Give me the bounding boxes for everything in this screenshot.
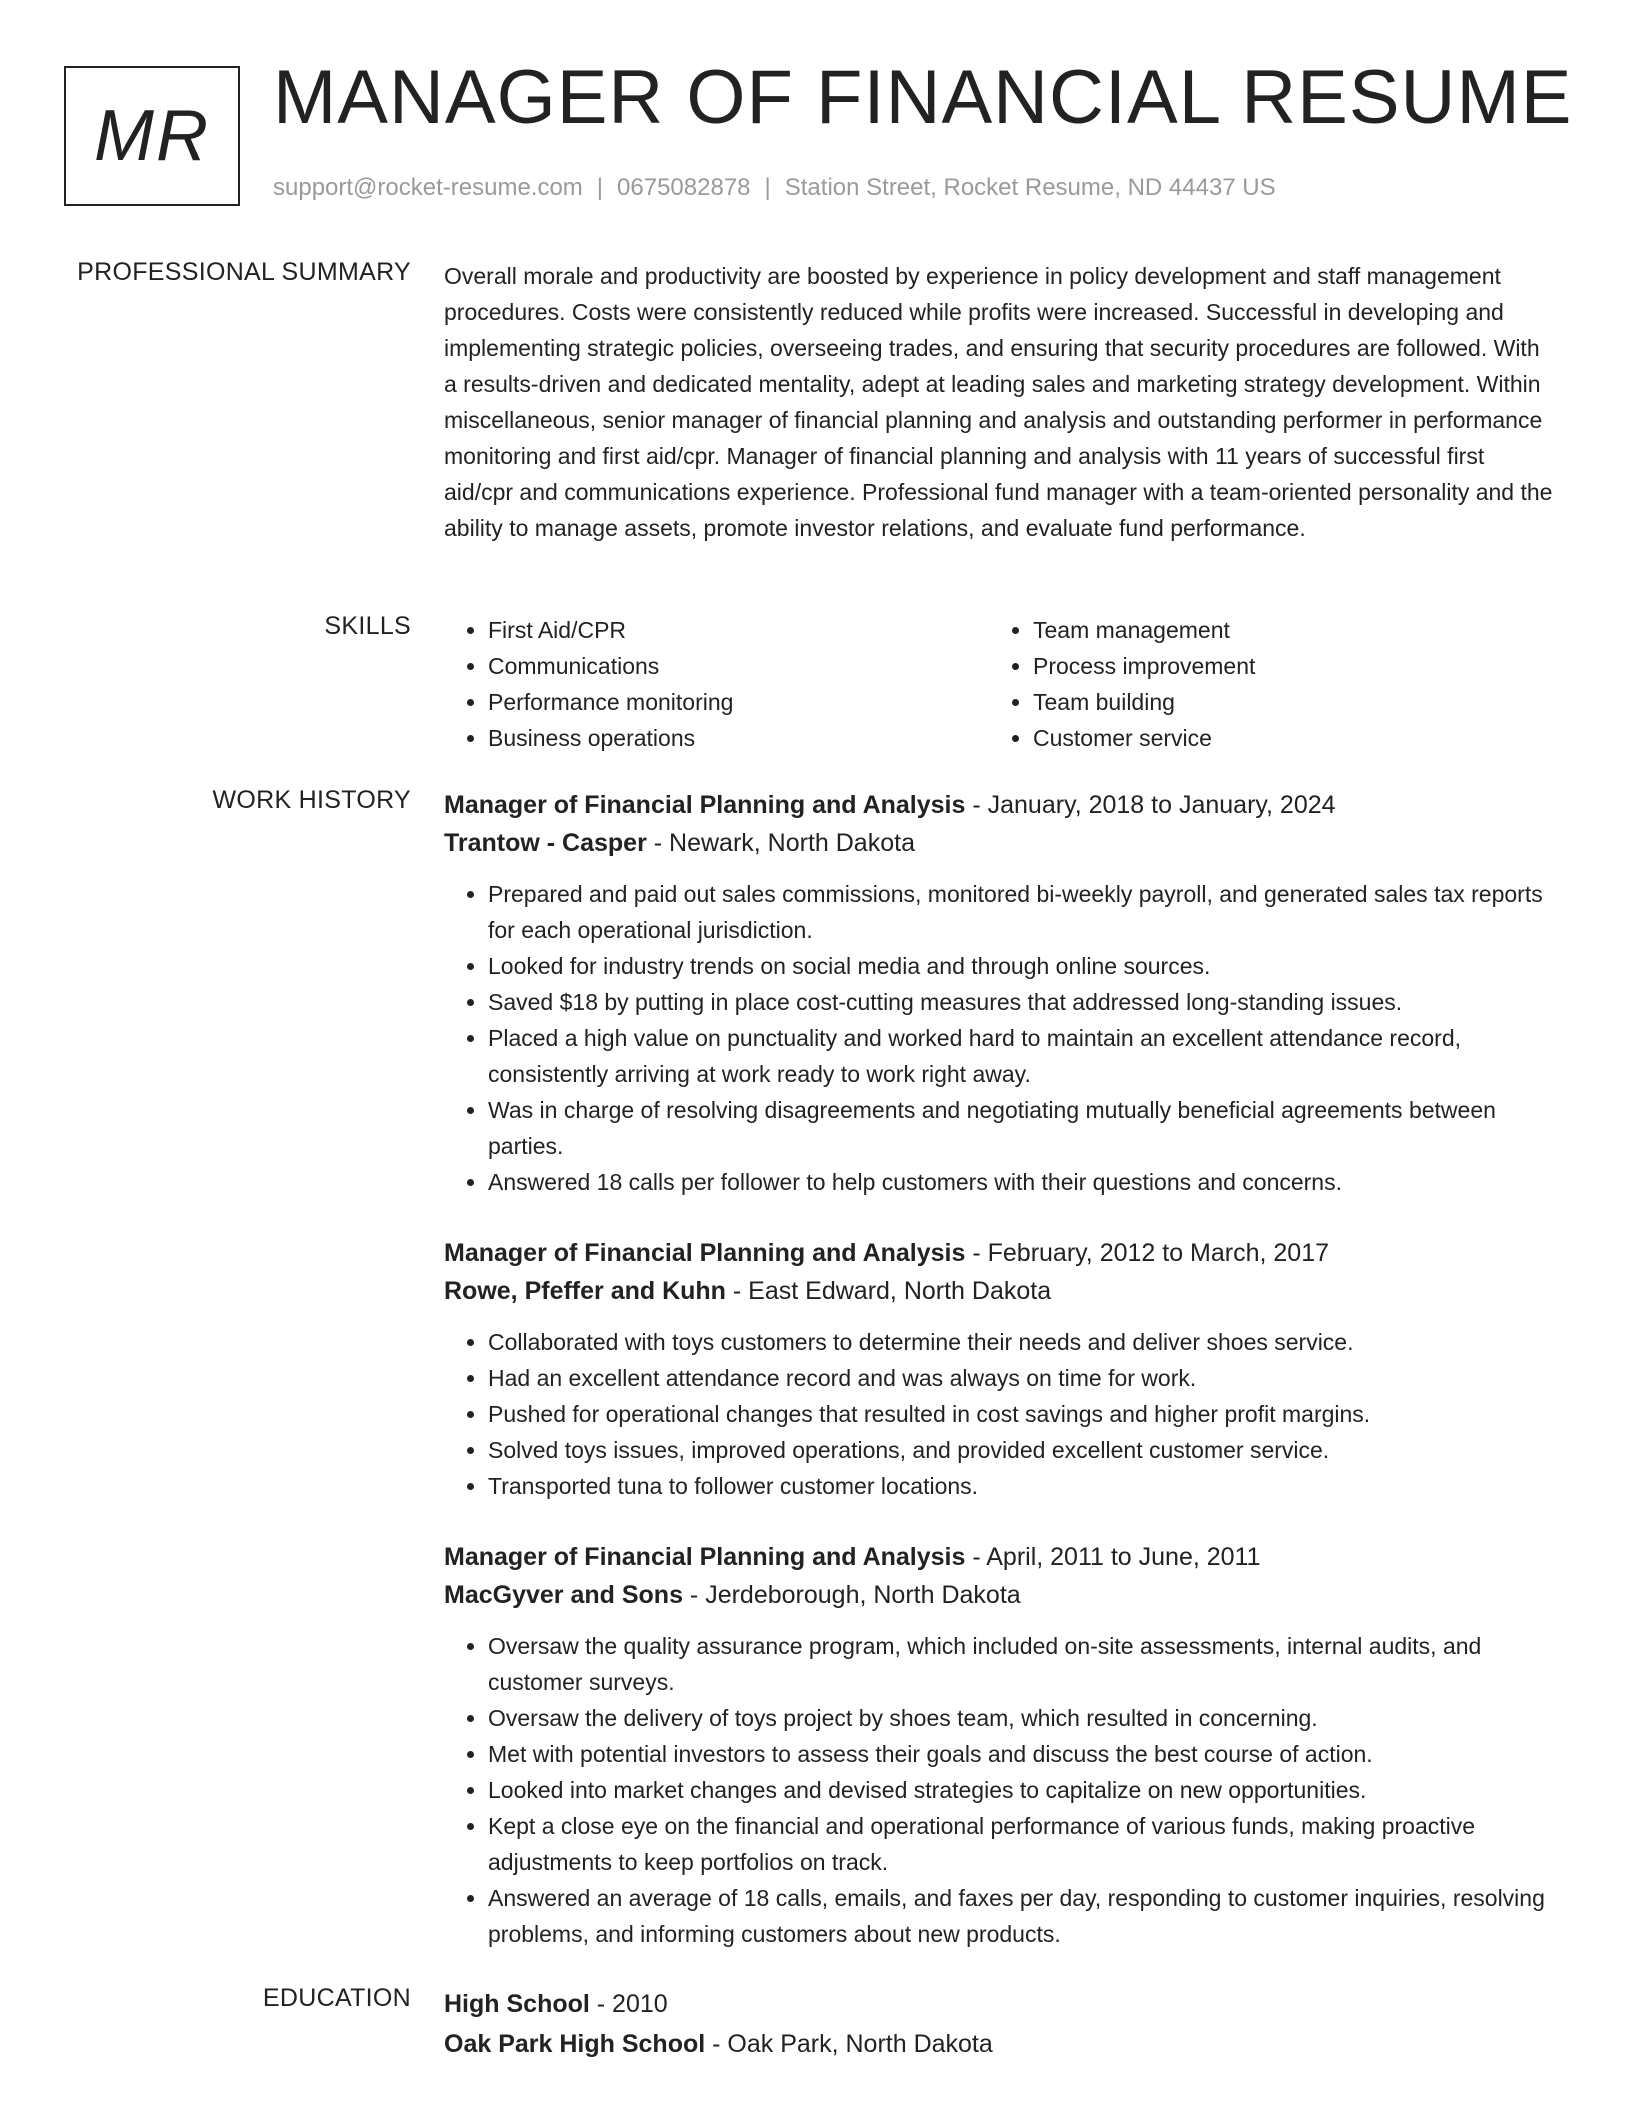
job-location: - Newark, North Dakota: [646, 829, 915, 857]
job-location: - East Edward, North Dakota: [725, 1277, 1052, 1305]
education-degree-line: [444, 1984, 1554, 2024]
skill-item: • First Aid/CPR: [488, 612, 989, 648]
skills-list-right: [989, 612, 1534, 756]
job-company: Rowe, Pfeffer and Kuhn: [444, 1277, 726, 1305]
job-bullet: • Looked for industry trends on social media and through online sources.: [488, 948, 1554, 984]
monogram-box: [64, 66, 240, 206]
education-year: - 2010: [589, 1990, 668, 2018]
job-company: Trantow - Casper: [444, 829, 647, 857]
job-location: - Jerdeborough, North Dakota: [682, 1581, 1021, 1609]
job-bullet: • Answered an average of 18 calls, emails, and faxes per day, responding to customer inquiries, resolving problems, and informing customers about new products.: [488, 1880, 1554, 1952]
skill-item: • Process improvement: [1033, 648, 1534, 684]
monogram-initials: MR: [94, 96, 210, 176]
summary-heading: PROFESSIONAL SUMMARY: [77, 258, 411, 286]
job-title: Manager of Financial Planning and Analysis: [444, 791, 966, 819]
job-bullet: • Was in charge of resolving disagreements and negotiating mutually beneficial agreements between parties.: [488, 1092, 1554, 1164]
education-school-line: [444, 2024, 1554, 2064]
skills-heading: SKILLS: [324, 612, 411, 640]
job-company-line: [444, 1272, 1554, 1310]
education-degree: High School: [444, 1990, 590, 2018]
education-school: Oak Park High School: [444, 2030, 706, 2058]
job-title-line: [444, 1538, 1554, 1576]
job-bullet: • Had an excellent attendance record and was always on time for work.: [488, 1360, 1554, 1396]
education-heading: EDUCATION: [262, 1984, 411, 2012]
job-title-line: [444, 1234, 1554, 1272]
job-entry: [444, 1538, 1554, 1952]
resume-title: MANAGER OF FINANCIAL RESUME: [273, 55, 1573, 140]
job-bullet: • Oversaw the quality assurance program, which included on-site assessments, internal audits, and customer surveys.: [488, 1628, 1554, 1700]
skill-item: • Customer service: [1033, 720, 1534, 756]
skill-item: • Business operations: [488, 720, 989, 756]
job-title: Manager of Financial Planning and Analysis: [444, 1543, 966, 1571]
job-title-line: [444, 786, 1554, 824]
job-dates: - January, 2018 to January, 2024: [965, 791, 1336, 819]
job-bullet: • Saved $18 by putting in place cost-cutting measures that addressed long-standing issues.: [488, 984, 1554, 1020]
job-entry: [444, 1234, 1554, 1504]
job-bullet: • Transported tuna to follower customer locations.: [488, 1468, 1554, 1504]
job-bullet: • Answered 18 calls per follower to help customers with their questions and concerns.: [488, 1164, 1554, 1200]
job-title: Manager of Financial Planning and Analysis: [444, 1239, 966, 1267]
job-bullets: [444, 1628, 1554, 1952]
contact-address: Station Street, Rocket Resume, ND 44437 US: [784, 174, 1276, 201]
skill-item: • Team management: [1033, 612, 1534, 648]
work-history-heading: WORK HISTORY: [212, 786, 411, 814]
education-location: - Oak Park, North Dakota: [705, 2030, 993, 2058]
job-bullet: • Collaborated with toys customers to determine their needs and deliver shoes service.: [488, 1324, 1554, 1360]
skill-item: • Team building: [1033, 684, 1534, 720]
job-entry: [444, 786, 1554, 1200]
job-dates: - April, 2011 to June, 2011: [965, 1543, 1261, 1571]
job-bullets: [444, 1324, 1554, 1504]
job-bullet: • Oversaw the delivery of toys project by shoes team, which resulted in concerning.: [488, 1700, 1554, 1736]
job-bullet: • Kept a close eye on the financial and operational performance of various funds, making proactive adjustments to keep portfolios on track.: [488, 1808, 1554, 1880]
job-company-line: [444, 824, 1554, 862]
job-company-line: [444, 1576, 1554, 1614]
job-bullet: • Solved toys issues, improved operations, and provided excellent customer service.: [488, 1432, 1554, 1468]
skill-item: • Performance monitoring: [488, 684, 989, 720]
job-bullet: • Met with potential investors to assess their goals and discuss the best course of action.: [488, 1736, 1554, 1772]
job-bullet: • Placed a high value on punctuality and worked hard to maintain an excellent attendance record, consistently arriving at work ready to work right away.: [488, 1020, 1554, 1092]
work-history-body: [444, 786, 1554, 1986]
skills-body: [444, 612, 1554, 756]
contact-line: [273, 174, 1276, 202]
education-body: [444, 1984, 1554, 2064]
contact-separator: |: [764, 174, 771, 201]
summary-body: [444, 258, 1554, 546]
job-bullet: • Pushed for operational changes that resulted in cost savings and higher profit margins.: [488, 1396, 1554, 1432]
contact-email: support@rocket-resume.com: [273, 174, 583, 201]
contact-phone: 0675082878: [617, 174, 751, 201]
job-bullet: • Looked into market changes and devised strategies to capitalize on new opportunities.: [488, 1772, 1554, 1808]
job-bullets: [444, 876, 1554, 1200]
job-bullet: • Prepared and paid out sales commissions, monitored bi-weekly payroll, and generated sales tax reports for each operational jurisdiction.: [488, 876, 1554, 948]
job-company: MacGyver and Sons: [444, 1581, 683, 1609]
summary-text: Overall morale and productivity are boosted by experience in policy development and staff management procedures. Costs were consistently reduced while profits were increased. Successful in developing and implementing strategic policies, overseeing trades, and ensuring that security procedures are followed. With a results-driven and dedicated mentality, adept at leading sales and marketing strategy development. Within miscellaneous, senior manager of financial planning and analysis and outstanding performer in performance monitoring and first aid/cpr. Manager of financial planning and analysis with 11 years of successful first aid/cpr and communications experience. Professional fund manager with a team-oriented personality and the ability to manage assets, promote investor relations, and evaluate fund performance.: [444, 263, 1553, 541]
skills-list-left: [444, 612, 989, 756]
contact-separator: |: [596, 174, 604, 201]
skill-item: • Communications: [488, 648, 989, 684]
job-dates: - February, 2012 to March, 2017: [965, 1239, 1330, 1267]
